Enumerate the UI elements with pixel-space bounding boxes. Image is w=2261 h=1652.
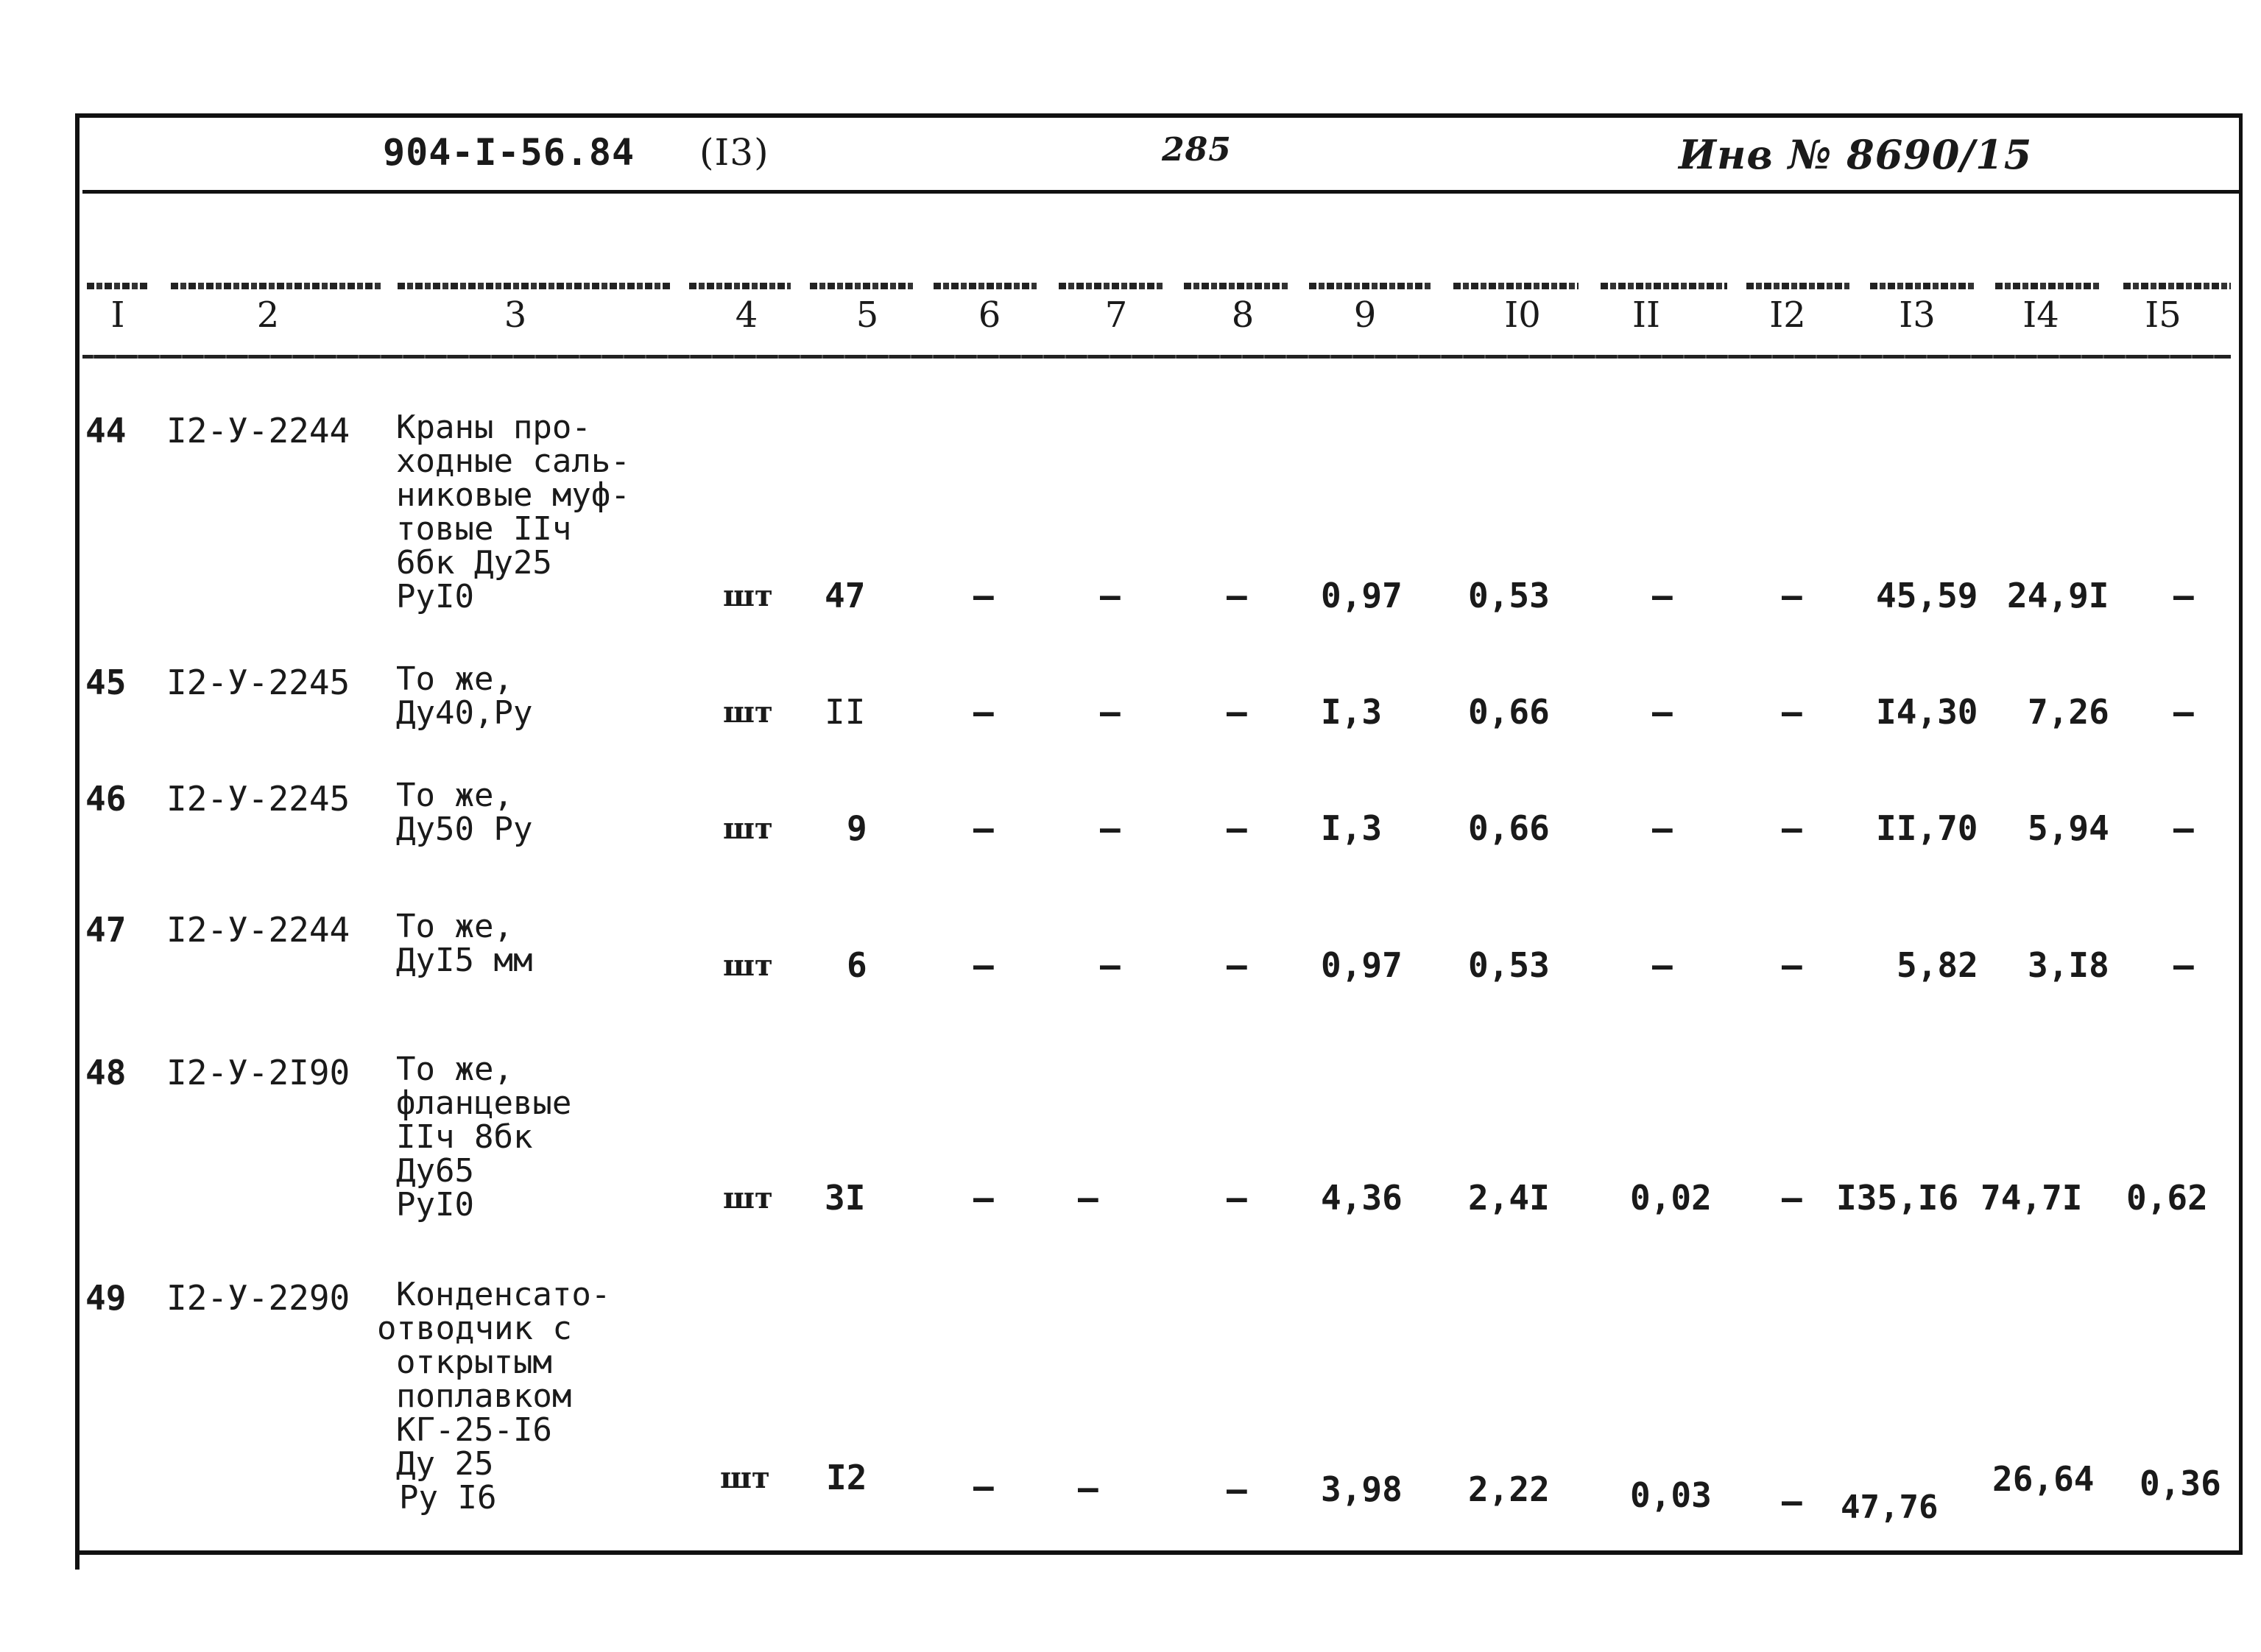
col13-value: I35,I6 — [1836, 1178, 1959, 1218]
row-number: 48 — [85, 1053, 127, 1092]
item-description — [396, 910, 532, 978]
col11-value: 0,02 — [1630, 1178, 1712, 1218]
column-number: 9 — [1353, 294, 1377, 336]
description-line: РуI0 — [396, 578, 474, 615]
column-number: 8 — [1231, 294, 1255, 336]
col15-value: – — [2173, 808, 2194, 848]
col15-value: 0,62 — [2126, 1178, 2208, 1218]
col13-value: II,70 — [1876, 808, 1978, 848]
col13-value: I4,30 — [1876, 692, 1978, 732]
col7-value: – — [1100, 945, 1121, 985]
col7-value: – — [1100, 692, 1121, 732]
price-code: I2-У-2245 — [166, 663, 350, 702]
column-number: 2 — [256, 294, 280, 336]
price-code: I2-У-2244 — [166, 910, 350, 950]
description-line: ДуI5 мм — [396, 942, 533, 979]
unit: шт — [720, 1461, 770, 1495]
description-line: Ду 25 — [396, 1445, 494, 1483]
col9-value: I,3 — [1321, 692, 1383, 732]
col14-value: 7,26 — [2028, 692, 2109, 732]
description-line: То же, — [396, 1051, 513, 1088]
column-index-divider — [82, 355, 2231, 359]
col11-value: – — [1652, 692, 1673, 732]
page-number: 285 — [1162, 131, 1232, 169]
col8-value: – — [1227, 808, 1247, 848]
column-number: 5 — [856, 294, 879, 336]
description-line: То же, — [396, 660, 513, 698]
col14-value: 5,94 — [2028, 808, 2109, 848]
quantity: 9 — [847, 808, 867, 848]
col9-value: I,3 — [1321, 808, 1383, 848]
col9-value: 3,98 — [1321, 1469, 1403, 1509]
column-number: I4 — [2022, 294, 2059, 336]
quantity: II — [825, 692, 866, 732]
description-line: поплавком — [396, 1377, 572, 1415]
description-line: РуI0 — [396, 1186, 474, 1224]
col7-value: – — [1100, 576, 1121, 615]
col7-value: – — [1100, 808, 1121, 848]
row-number: 44 — [85, 411, 127, 451]
description-line: Ду50 Ру — [396, 811, 533, 848]
col6-value: – — [973, 576, 994, 615]
column-number: I5 — [2145, 294, 2181, 336]
col6-value: – — [973, 692, 994, 732]
quantity: 6 — [847, 945, 867, 985]
unit: шт — [723, 695, 773, 730]
unit: шт — [723, 811, 773, 846]
item-description — [377, 1278, 610, 1515]
description-line: отводчик с — [377, 1310, 572, 1347]
column-number: I2 — [1769, 294, 1806, 336]
item-description — [396, 1053, 571, 1222]
col8-value: – — [1227, 692, 1247, 732]
col13-value: 45,59 — [1876, 576, 1978, 615]
row-number: 47 — [85, 910, 127, 950]
description-line: ходные саль- — [396, 442, 630, 480]
description-line: Ру I6 — [399, 1479, 497, 1517]
description-line: фланцевые — [396, 1084, 572, 1122]
col12-value: – — [1782, 1178, 1802, 1218]
col11-value: – — [1652, 945, 1673, 985]
col8-value: – — [1227, 1178, 1247, 1218]
description-line: IIч 8бк — [396, 1118, 533, 1156]
unit: шт — [723, 948, 773, 983]
unit: шт — [723, 1181, 773, 1215]
column-number: 6 — [978, 294, 1001, 336]
col6-value: – — [973, 1178, 994, 1218]
price-code: I2-У-2290 — [166, 1278, 350, 1318]
col6-value: – — [973, 945, 994, 985]
description-line: Краны про- — [396, 409, 591, 446]
col10-value: 0,66 — [1468, 808, 1550, 848]
col14-value: 26,64 — [1992, 1459, 2095, 1499]
price-code: I2-У-2I90 — [166, 1053, 350, 1092]
sheet-label: (I3) — [699, 131, 769, 174]
frame-corner — [75, 1546, 80, 1570]
row-number: 45 — [85, 663, 127, 702]
col9-value: 0,97 — [1321, 945, 1403, 985]
row-number: 49 — [85, 1278, 127, 1318]
col11-value: – — [1652, 576, 1673, 615]
description-line: То же, — [396, 908, 513, 945]
description-line: То же, — [396, 777, 513, 814]
col6-value: – — [973, 808, 994, 848]
item-description — [396, 660, 533, 732]
col13-value: 47,76 — [1841, 1489, 1939, 1526]
column-number: 7 — [1104, 294, 1128, 336]
row-number: 46 — [85, 779, 127, 819]
quantity: I2 — [826, 1458, 867, 1497]
col12-value: – — [1782, 1481, 1802, 1521]
col15-value: 0,36 — [2140, 1466, 2221, 1500]
col15-value: – — [2173, 692, 2194, 732]
col6-value: – — [973, 1466, 994, 1506]
description-line: никовые муф- — [396, 476, 630, 514]
description-line: Ду40,Ру — [396, 694, 533, 732]
col14-value: 3,I8 — [2028, 945, 2109, 985]
column-number: II — [1632, 294, 1660, 336]
col10-value: 0,66 — [1468, 692, 1550, 732]
col8-value: – — [1227, 1469, 1247, 1509]
col7-value: – — [1078, 1468, 1098, 1508]
unit: шт — [723, 579, 773, 613]
quantity: 47 — [825, 576, 866, 615]
description-line: КГ-25-I6 — [396, 1411, 552, 1449]
column-number: 4 — [735, 294, 758, 336]
description-line: открытым — [396, 1344, 552, 1381]
col15-value: – — [2173, 945, 2194, 985]
col13-value: 5,82 — [1897, 945, 1978, 985]
col10-value: 0,53 — [1468, 945, 1550, 985]
quantity: 3I — [825, 1178, 866, 1218]
description-line: товые IIч — [396, 510, 572, 548]
price-code: I2-У-2245 — [166, 779, 350, 819]
col12-value: – — [1782, 808, 1802, 848]
column-number: I — [110, 294, 125, 336]
header-divider — [82, 190, 2243, 194]
col12-value: – — [1782, 692, 1802, 732]
document-designation: 904-I-56.84 — [383, 131, 635, 174]
description-line: Конденсато- — [396, 1276, 611, 1313]
column-number: I3 — [1899, 294, 1936, 336]
col12-value: – — [1782, 945, 1802, 985]
col10-value: 2,4I — [1468, 1178, 1550, 1218]
col8-value: – — [1227, 576, 1247, 615]
col8-value: – — [1227, 945, 1247, 985]
col11-value: 0,03 — [1630, 1475, 1712, 1515]
price-code: I2-У-2244 — [166, 411, 350, 451]
col9-value: 4,36 — [1321, 1178, 1403, 1218]
col9-value: 0,97 — [1321, 576, 1403, 615]
column-number: 3 — [504, 294, 527, 336]
item-description — [396, 779, 532, 847]
col10-value: 2,22 — [1468, 1469, 1550, 1509]
item-description — [396, 411, 630, 614]
col12-value: – — [1782, 576, 1802, 615]
description-line: Ду65 — [396, 1152, 474, 1190]
inventory-number: Инв № 8690/15 — [1679, 131, 2033, 178]
col10-value: 0,53 — [1468, 576, 1550, 615]
col15-value: – — [2173, 576, 2194, 615]
col7-value: – — [1078, 1178, 1098, 1218]
description-line: 6бк Ду25 — [396, 544, 552, 582]
col11-value: – — [1652, 808, 1673, 848]
column-number: I0 — [1504, 294, 1541, 336]
bottom-border — [75, 1550, 2243, 1555]
col14-value: 74,7I — [1980, 1178, 2083, 1218]
col14-value: 24,9I — [2007, 576, 2109, 615]
